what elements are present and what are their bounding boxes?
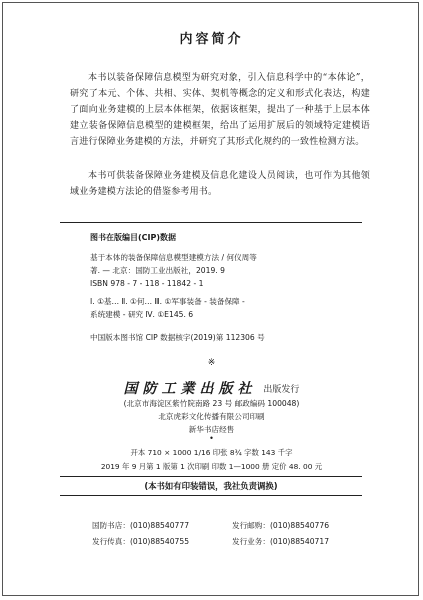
section-divider (60, 222, 362, 223)
cip-classification-line-2: 系统建模 - 研究 Ⅳ. ①E145. 6 (90, 310, 194, 319)
cip-isbn: ISBN 978 - 7 - 118 - 11842 - 1 (90, 279, 204, 288)
publisher-address: (北京市海淀区紫竹院南路 23 号 邮政编码 100048) (123, 399, 300, 408)
print-specs-line-2: 2019 年 9 月第 1 版第 1 次印刷 印数 1—1000 册 定价 48. 00 元 (100, 462, 323, 471)
distributor: 新华书店经售 (188, 425, 235, 434)
summary-paragraph-1: 本书以装备保障信息模型为研究对象，引入信息科学中的“本体论”，研究了本元、个体、共相、实体、契机等概念的定义和形式化表达，构建了面向业务建模的上层本体框架，依据该框架，提出了一种基于上层本体建立装备保障信息模型的建模框架，给出了运用扩展后的领域特定建模语言进行保障业务建模的方法，并研究了其形式化规约的一致性检测方法。 (70, 73, 370, 147)
contact-bookstore: 国防书店：(010)88540777 (92, 521, 190, 530)
cip-record-number: 中国版本图书馆 CIP 数据核字(2019)第 112306 号 (90, 333, 265, 342)
summary-title: 内容简介 (179, 32, 244, 47)
separator-mark: ※ (207, 358, 216, 368)
publisher-logo-name: 国防工業出版社 (123, 381, 257, 397)
contact-business: 发行业务：(010)88540717 (232, 537, 330, 546)
cip-title-line: 基于本体的装备保障信息模型建模方法 / 何仪周等 (90, 253, 257, 262)
cip-heading: 图书在版编目(CIP)数据 (90, 233, 177, 242)
contact-mail-order: 发行邮购：(010)88540776 (232, 521, 330, 530)
publisher-role: 出版发行 (263, 384, 300, 395)
printer: 北京虎彩文化传播有限公司印刷 (158, 412, 265, 421)
printing-error-notice: (本书如有印装错误，我社负责调换) (60, 476, 362, 496)
cip-classification-line-1: Ⅰ. ①基… Ⅱ. ①何… Ⅲ. ①军事装备 - 装备保障 - (90, 297, 245, 306)
print-specs-line-1: 开本 710 × 1000 1/16 印张 8¾ 字数 143 千字 (130, 448, 293, 457)
summary-paragraph-2: 本书可供装备保障业务建模及信息化建设人员阅读，也可作为其他领域业务建模方法论的借鉴参考用书。 (70, 171, 370, 197)
publisher-line (0, 378, 423, 398)
cip-publication-line: 著. — 北京：国防工业出版社，2019. 9 (90, 266, 225, 275)
bullet-mark: • (209, 434, 214, 443)
contact-fax: 发行传真：(010)88540755 (92, 537, 190, 546)
